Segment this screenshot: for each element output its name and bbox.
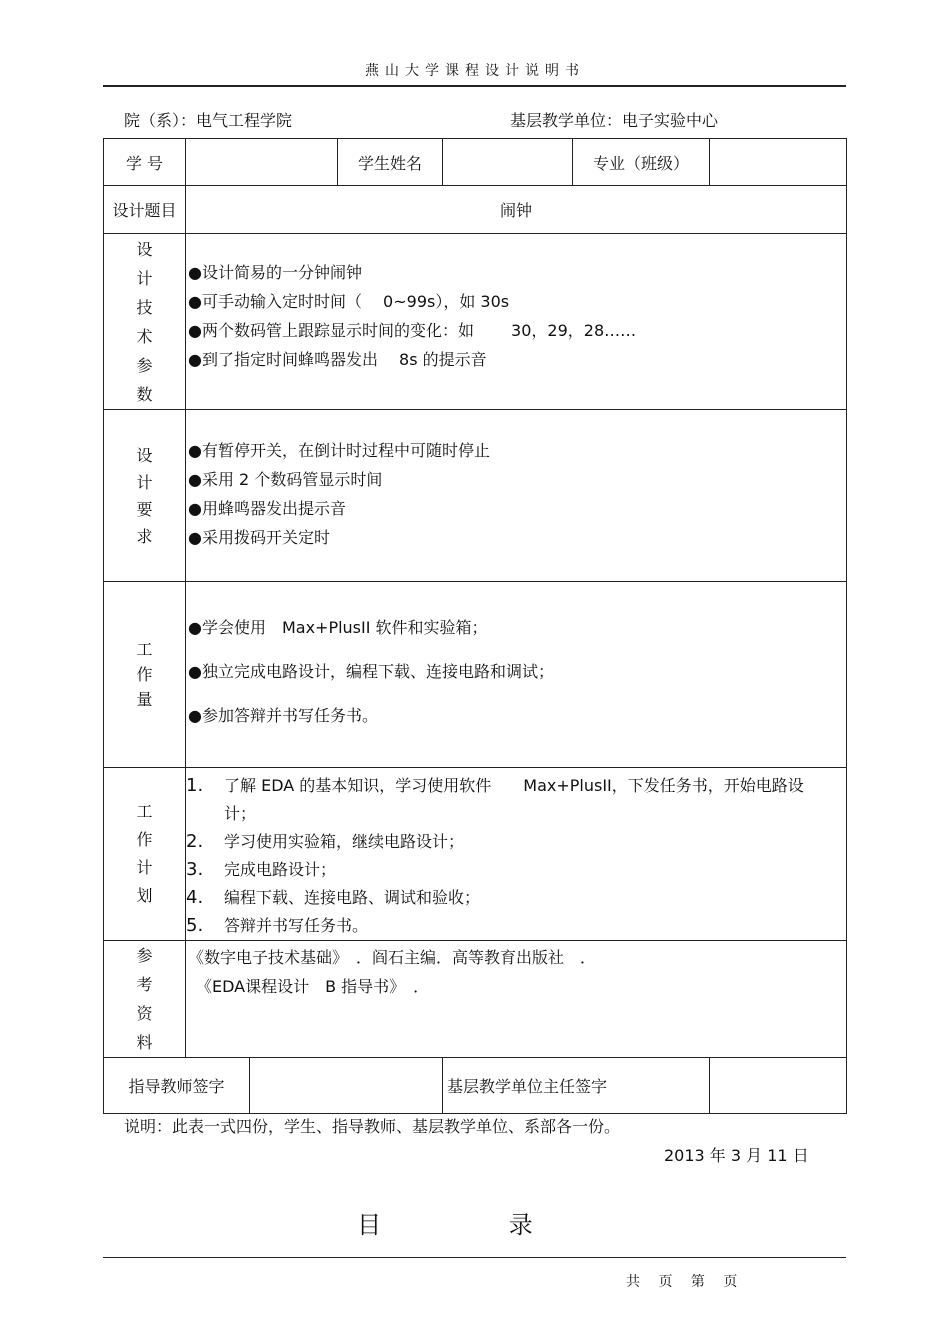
plan-item-text: 编程下载、连接电路、调试和验收；: [224, 888, 481, 907]
params-item: ●设计简易的一分钟闹钟: [188, 263, 362, 282]
design-form-table: [103, 138, 847, 1114]
references-label-char: 参: [136, 946, 153, 965]
student-id-field[interactable]: [186, 139, 338, 186]
college-label: 院（系）：电气工程学院: [124, 111, 293, 130]
requirements-item: ●采用拨码开关定时: [188, 528, 330, 547]
student-name-label: 学生姓名: [338, 139, 443, 186]
plan-item: [186, 828, 846, 856]
references-row: [104, 941, 847, 1058]
requirements-label-char: 求: [136, 526, 153, 546]
requirements-item: ●采用 2 个数码管显示时间: [188, 470, 383, 489]
workload-label-char: 作: [136, 665, 153, 684]
workload-item: ●参加答辩并书写任务书。: [188, 706, 378, 725]
topic-value: 闹钟: [186, 186, 847, 234]
plan-item: [186, 884, 846, 912]
params-item: ●到了指定时间蜂鸣器发出 8s 的提示音: [188, 350, 487, 369]
plan-content: [186, 768, 847, 941]
student-name-field[interactable]: [443, 139, 573, 186]
teacher-signature-label: 指导教师签字: [104, 1058, 250, 1114]
page-footer: 共 页 第 页: [626, 1274, 738, 1290]
plan-row: [104, 768, 847, 941]
requirements-content: [186, 410, 847, 582]
plan-item-text: 学习使用实验箱，继续电路设计；: [224, 832, 465, 851]
footer-rule: [103, 1257, 846, 1258]
form-date: 2013 年 3 月 11 日: [664, 1146, 809, 1165]
params-label-char: 计: [136, 268, 153, 288]
plan-item-number: 4.: [186, 887, 204, 908]
requirements-label-char: 要: [136, 499, 153, 519]
workload-label: [104, 582, 186, 768]
params-label-char: 数: [136, 384, 153, 404]
requirements-row: [104, 410, 847, 582]
plan-label-char: 工: [136, 802, 153, 821]
requirements-label: [104, 410, 186, 582]
student-info-row: [104, 139, 847, 186]
plan-label: [104, 768, 186, 941]
teacher-signature-field[interactable]: [250, 1058, 443, 1114]
student-id-label: 学 号: [104, 139, 186, 186]
header-rule: [103, 85, 846, 87]
workload-content: [186, 582, 847, 768]
references-label: [104, 941, 186, 1058]
requirements-label-char: 设: [136, 445, 153, 465]
requirements-label-char: 计: [136, 472, 153, 492]
signature-row: [104, 1058, 847, 1114]
requirements-item: ●用蜂鸣器发出提示音: [188, 499, 346, 518]
workload-label-char: 量: [136, 690, 153, 709]
requirements-item: ●有暂停开关，在倒计时过程中可随时停止: [188, 441, 490, 460]
references-content: [186, 941, 847, 1058]
plan-item: [186, 772, 846, 828]
params-item: ●可手动输入定时时间（ 0~99s），如 30s: [188, 292, 510, 311]
major-field[interactable]: [710, 139, 847, 186]
unit-label: 基层教学单位：电子实验中心: [510, 111, 719, 130]
params-label-char: 技: [136, 297, 153, 317]
workload-row: [104, 582, 847, 768]
references-label-char: 资: [136, 1004, 153, 1023]
plan-label-char: 作: [136, 830, 153, 849]
page-header-title: 燕山大学课程设计说明书: [365, 63, 585, 79]
plan-item: [186, 856, 846, 884]
plan-label-char: 划: [136, 886, 153, 905]
params-label-char: 参: [136, 355, 153, 375]
params-label: [104, 234, 186, 410]
params-row: [104, 234, 847, 410]
workload-item: ●学会使用 Max+PlusII 软件和实验箱；: [188, 618, 488, 637]
topic-row: [104, 186, 847, 234]
workload-item: ●独立完成电路设计，编程下载、连接电路和调试；: [188, 662, 554, 681]
plan-item-text: 了解 EDA 的基本知识，学习使用软件 Max+PlusII，下发任务书，开始电路设计；: [224, 776, 804, 823]
params-item: ●两个数码管上跟踪显示时间的变化：如 30，29，28……: [188, 321, 637, 340]
plan-item: [186, 912, 846, 940]
director-signature-field[interactable]: [710, 1058, 847, 1114]
reference-item: 《EDA课程设计 B 指导书》 ．: [188, 977, 430, 996]
references-label-char: 料: [136, 1033, 153, 1052]
params-label-char: 术: [136, 326, 153, 346]
references-label-char: 考: [136, 975, 153, 994]
plan-item-number: 3.: [186, 859, 204, 880]
major-label: 专业（班级）: [573, 139, 710, 186]
form-note: 说明：此表一式四份，学生、指导教师、基层教学单位、系部各一份。: [124, 1117, 621, 1136]
workload-label-char: 工: [136, 640, 153, 659]
plan-item-text: 完成电路设计；: [224, 860, 337, 879]
params-content: [186, 234, 847, 410]
plan-item-text: 答辩并书写任务书。: [224, 916, 369, 935]
reference-item: 《数字电子技术基础》 ．阎石主编．高等教育出版社 ．: [188, 948, 597, 967]
toc-title: 目 录: [357, 1211, 593, 1239]
params-label-char: 设: [136, 239, 153, 259]
topic-label: 设计题目: [104, 186, 186, 234]
plan-item-number: 2.: [186, 831, 204, 852]
director-signature-label: 基层教学单位主任签字: [443, 1058, 710, 1114]
plan-item-number: 1.: [186, 775, 204, 796]
plan-label-char: 计: [136, 858, 153, 877]
plan-item-number: 5.: [186, 915, 204, 936]
